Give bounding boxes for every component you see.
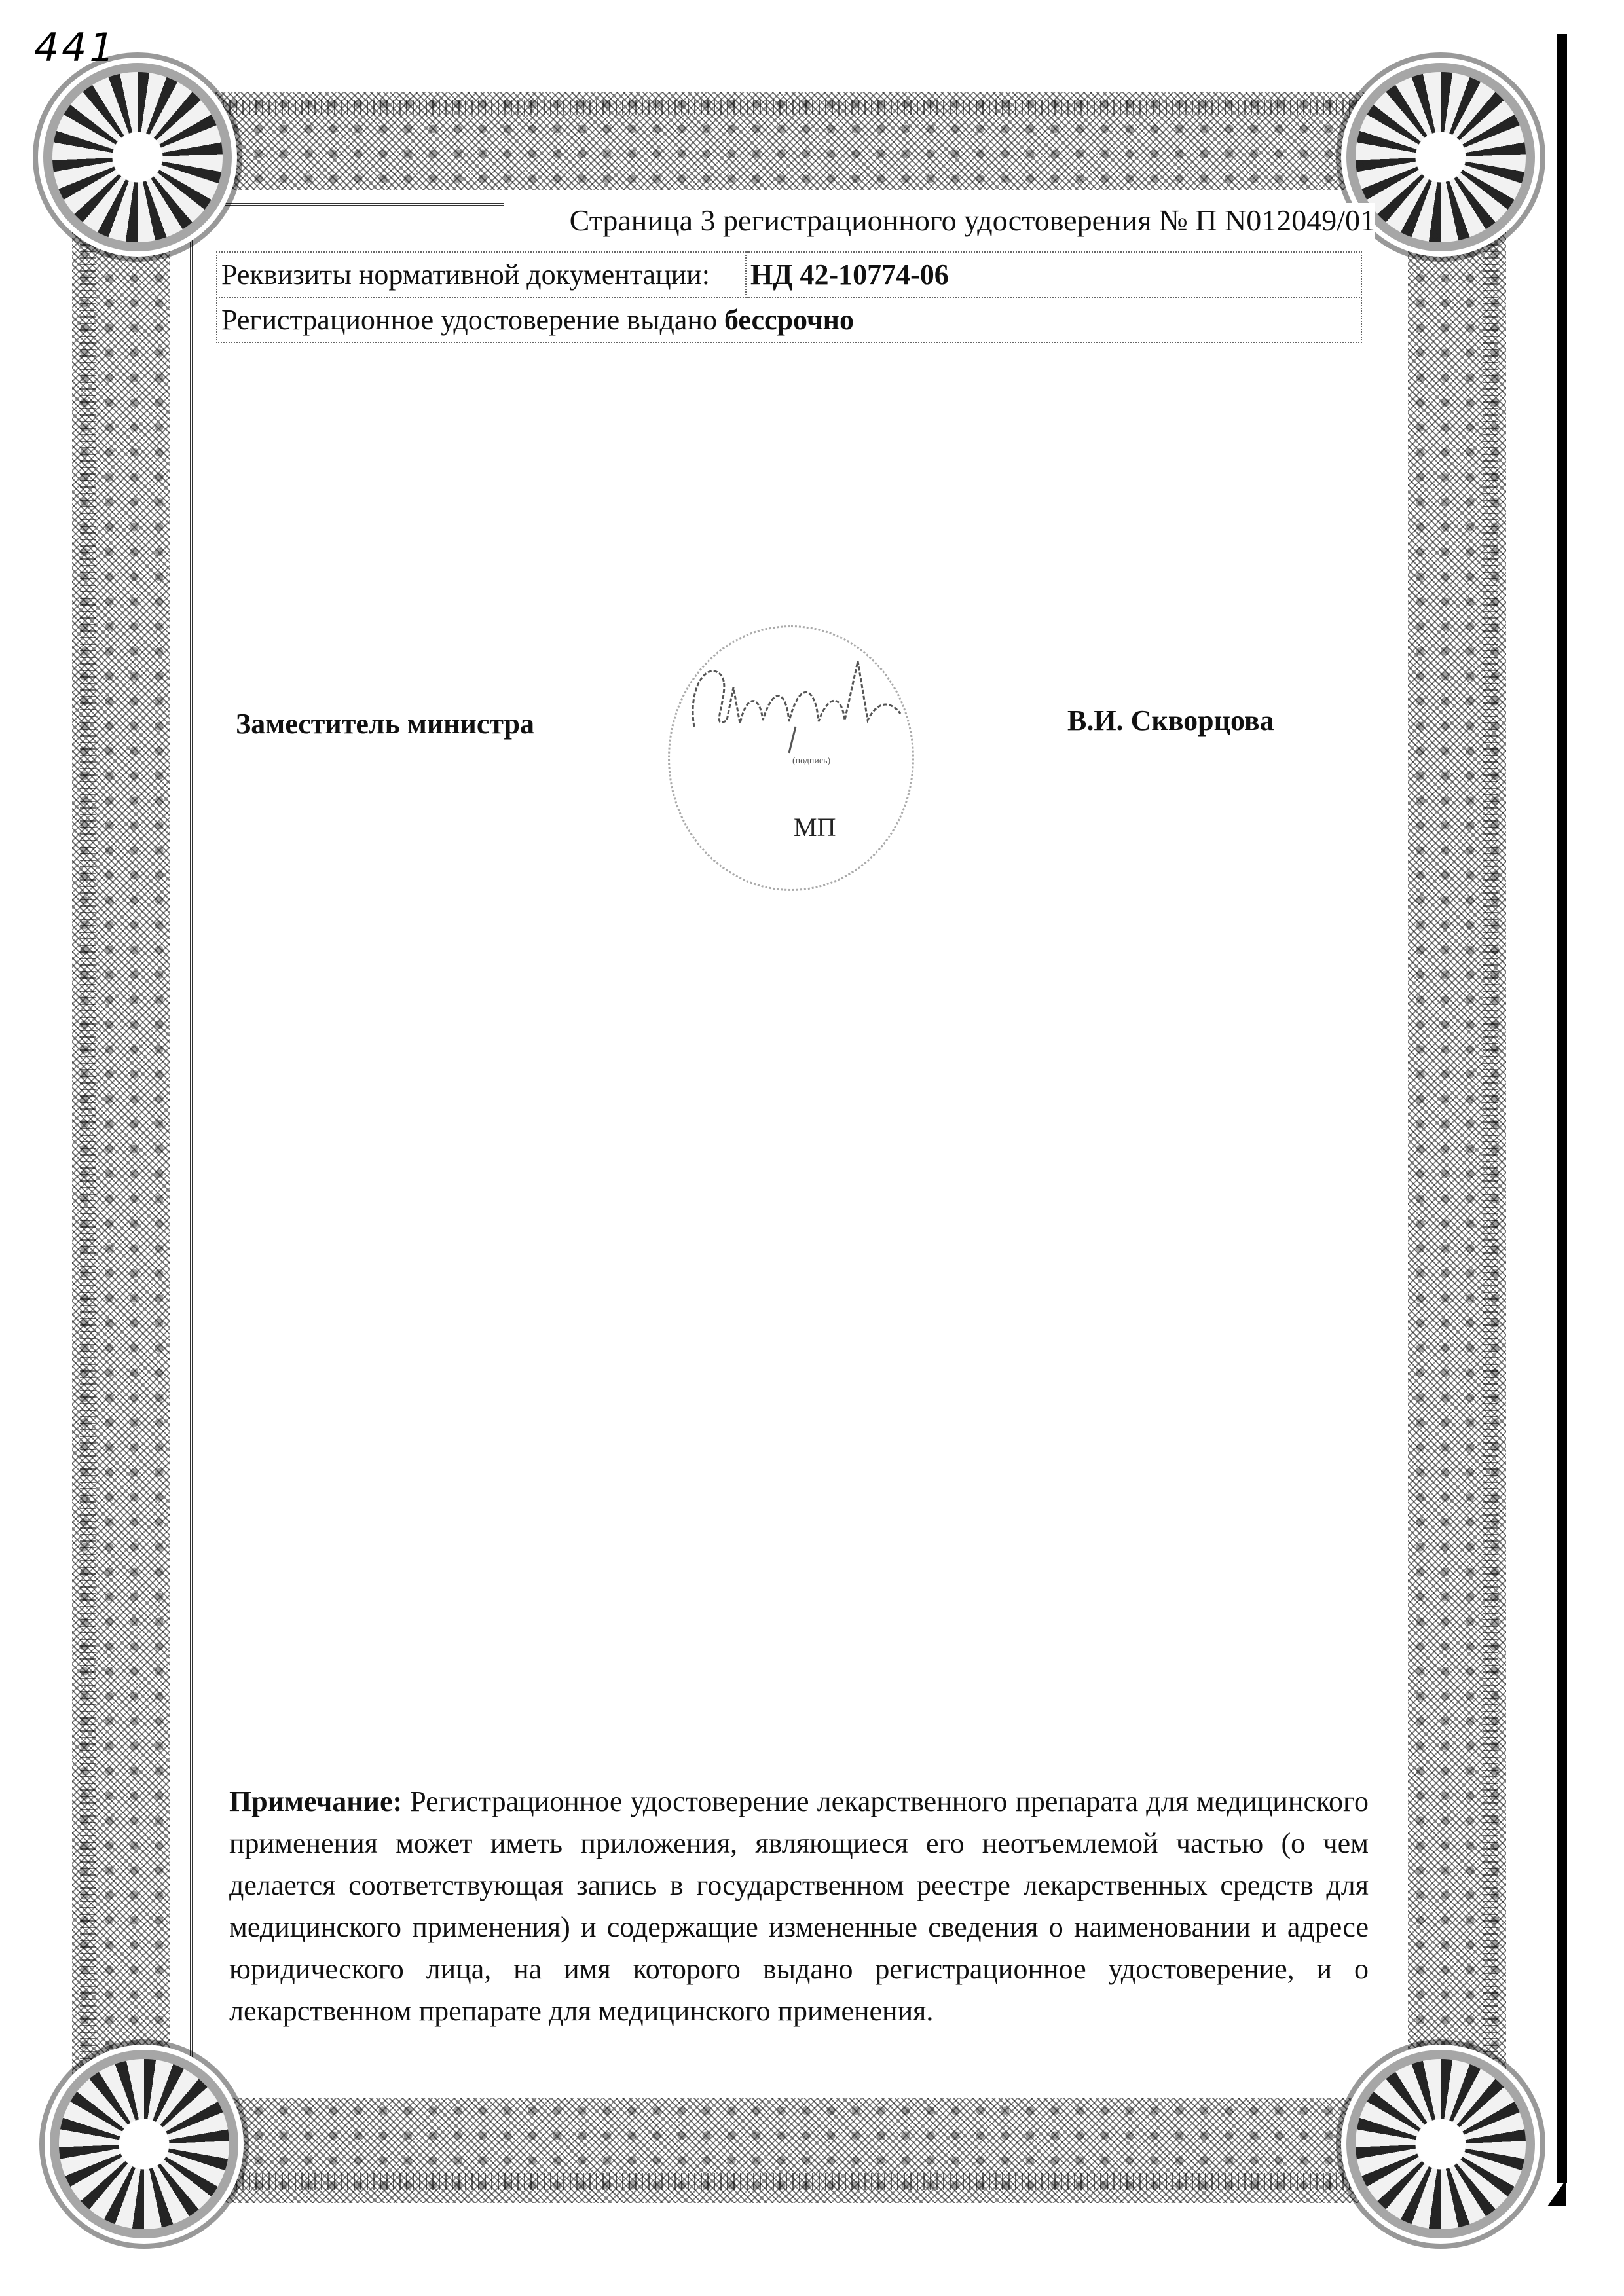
corner-medallion-icon	[1356, 72, 1526, 242]
table-row	[217, 252, 1361, 297]
handwritten-page-number: 441	[34, 25, 117, 71]
signature-block	[216, 491, 1362, 842]
corner-medallion-icon	[59, 2059, 229, 2229]
note-label: Примечание:	[229, 1785, 403, 1817]
validity-cell	[217, 297, 1361, 342]
info-table	[216, 251, 1362, 343]
validity-label: Регистрационное удостоверение выдано	[221, 304, 724, 336]
signatory-role: Заместитель министра	[236, 708, 535, 740]
normative-docs-value: НД 42-10774-06	[746, 252, 1361, 297]
normative-docs-label: Реквизиты нормативной документации:	[217, 252, 746, 297]
note-paragraph	[229, 1781, 1369, 2032]
validity-value: бессрочно	[724, 304, 855, 336]
scan-edge-bar-foot	[1547, 2180, 1566, 2206]
signatory-name: В.И. Скворцова	[1067, 704, 1274, 737]
page-header: Страница 3 регистрационного удостоверения № П N012049/01	[504, 203, 1375, 238]
stamp-label: МП	[794, 812, 836, 842]
table-row	[217, 297, 1361, 342]
border-fringe-bottom	[170, 2173, 1408, 2190]
corner-medallion-icon	[1356, 2059, 1526, 2229]
signature-caption: (подпись)	[792, 756, 831, 766]
corner-medallion-icon	[52, 72, 223, 242]
scan-edge-bar	[1557, 34, 1567, 2183]
border-fringe-top	[170, 100, 1408, 115]
border-fringe-left	[80, 190, 96, 2105]
border-fringe-right	[1483, 190, 1498, 2105]
signature-icon	[681, 648, 917, 759]
note-text: Регистрационное удостоверение лекарственного препарата для медицинского применения может иметь приложения, являющиеся его неотъемлемой частью (о чем делается соответствующая запись в государственном реестре лекарственных средств для медицинского применения) и содержащие измененные сведения о наименовании и адресе юридического лица, на имя которого выдано регистрационное удостоверение, и о лекарственном препарате для медицинского применения.	[229, 1785, 1369, 2027]
